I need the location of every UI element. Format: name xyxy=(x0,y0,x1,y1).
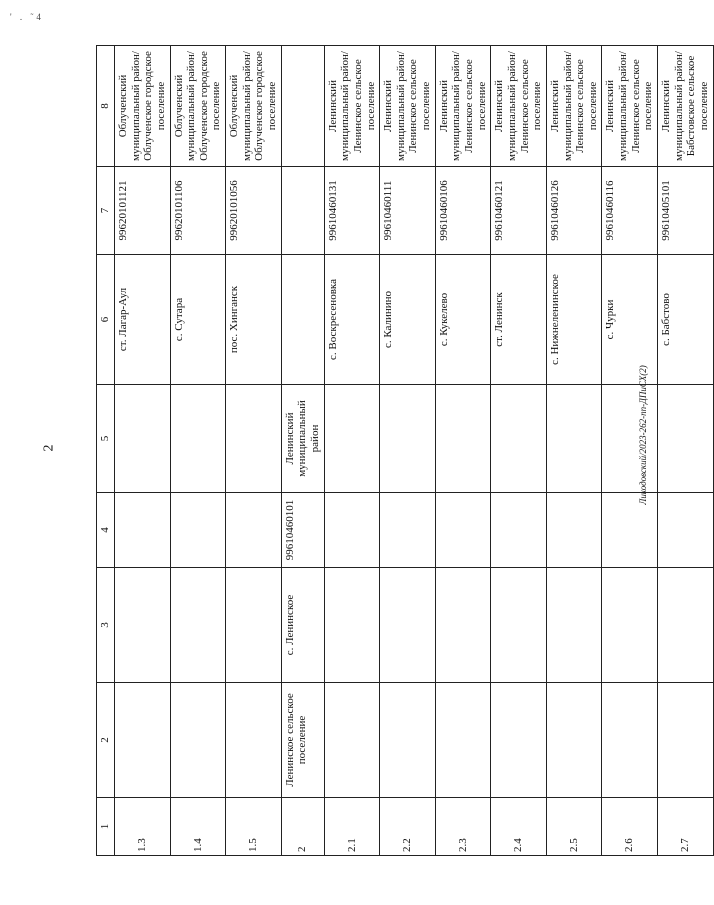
table-cell-col-3 xyxy=(602,568,658,683)
table-row xyxy=(324,46,380,856)
table-cell-col-1: 2.7 xyxy=(657,798,713,856)
table-cell-col-7: 99610460111 xyxy=(380,167,436,255)
table-cell-col-4 xyxy=(657,493,713,568)
table-cell-col-5 xyxy=(435,385,491,493)
table-cell-col-2 xyxy=(435,683,491,798)
register-table xyxy=(96,45,714,856)
table-cell-col-1: 2 xyxy=(281,798,324,856)
table-cell-col-8: Облученский муниципальный район/ Облученское городское поселение xyxy=(115,46,171,167)
page-number: 2 xyxy=(41,444,57,452)
table-cell-col-3 xyxy=(491,568,547,683)
column-header: 6 xyxy=(97,255,115,385)
table-cell-col-5 xyxy=(657,385,713,493)
table-row xyxy=(170,46,226,856)
table-cell-col-1: 2.2 xyxy=(380,798,436,856)
column-header: 4 xyxy=(97,493,115,568)
table-cell-col-6: с. Чурки xyxy=(602,255,658,385)
table-cell-col-3 xyxy=(226,568,282,683)
table-cell-col-7: 99610460116 xyxy=(602,167,658,255)
table-cell-col-4 xyxy=(546,493,602,568)
table-cell-col-1: 1.4 xyxy=(170,798,226,856)
table-cell-col-4 xyxy=(115,493,171,568)
table-cell-col-7: 99610460126 xyxy=(546,167,602,255)
table-cell-col-5 xyxy=(380,385,436,493)
table-cell-col-3 xyxy=(546,568,602,683)
table-cell-col-8 xyxy=(281,46,324,167)
table-cell-col-4 xyxy=(491,493,547,568)
table-cell-col-6: ст. Ленинск xyxy=(491,255,547,385)
table-cell-col-6 xyxy=(281,255,324,385)
table-cell-col-2 xyxy=(657,683,713,798)
table-cell-col-3 xyxy=(435,568,491,683)
table-cell-col-6: с. Воскресеновка xyxy=(324,255,380,385)
scan-marks: ' . ˜4 xyxy=(10,12,44,22)
table-cell-col-2: Ленинское сельское поселение xyxy=(281,683,324,798)
table-cell-col-2 xyxy=(491,683,547,798)
table-cell-col-2 xyxy=(170,683,226,798)
table-cell-col-5 xyxy=(602,385,658,493)
table-cell-col-6: с. Сутара xyxy=(170,255,226,385)
table-cell-col-6: ст. Лагар-Аул xyxy=(115,255,171,385)
table-row xyxy=(602,46,658,856)
table-cell-col-7: 99610405101 xyxy=(657,167,713,255)
table-row xyxy=(115,46,171,856)
table-cell-col-7: 99620101106 xyxy=(170,167,226,255)
table-cell-col-5 xyxy=(491,385,547,493)
table-cell-col-1: 2.5 xyxy=(546,798,602,856)
table-row xyxy=(657,46,713,856)
table-cell-col-1: 1.5 xyxy=(226,798,282,856)
table-row xyxy=(491,46,547,856)
table-cell-col-8: Ленинский муниципальный район/ Ленинское сельское поселение xyxy=(546,46,602,167)
table-cell-col-8: Ленинский муниципальный район/ Ленинское сельское поселение xyxy=(602,46,658,167)
table-cell-col-2 xyxy=(380,683,436,798)
table-cell-col-8: Ленинский муниципальный район/ Ленинское сельское поселение xyxy=(324,46,380,167)
table-cell-col-4 xyxy=(435,493,491,568)
table-cell-col-5 xyxy=(226,385,282,493)
table-cell-col-5 xyxy=(546,385,602,493)
column-header: 1 xyxy=(97,798,115,856)
table-cell-col-4 xyxy=(226,493,282,568)
table-cell-col-1: 2.1 xyxy=(324,798,380,856)
table-cell-col-1: 1.3 xyxy=(115,798,171,856)
table-cell-col-4 xyxy=(602,493,658,568)
column-header: 7 xyxy=(97,167,115,255)
table-cell-col-3: с. Ленинское xyxy=(281,568,324,683)
table-cell-col-1: 2.3 xyxy=(435,798,491,856)
table-cell-col-6: пос. Хинганск xyxy=(226,255,282,385)
table-cell-col-7: 99610460131 xyxy=(324,167,380,255)
table-cell-col-8: Ленинский муниципальный район/ Ленинское сельское поселение xyxy=(435,46,491,167)
table-cell-col-4 xyxy=(380,493,436,568)
table-cell-col-5: Ленинский муниципальный район xyxy=(281,385,324,493)
table-cell-col-2 xyxy=(115,683,171,798)
table-cell-col-4 xyxy=(170,493,226,568)
table-cell-col-3 xyxy=(115,568,171,683)
table-cell-col-5 xyxy=(324,385,380,493)
column-header: 8 xyxy=(97,46,115,167)
table-row xyxy=(546,46,602,856)
table-cell-col-5 xyxy=(170,385,226,493)
table-cell-col-6: с. Кукелево xyxy=(435,255,491,385)
table-cell-col-8: Облученский муниципальный район/ Облученское городское поселение xyxy=(226,46,282,167)
table-row xyxy=(380,46,436,856)
footer-document-code: Ликодовский/2023-262-пп-ДПиСХ(2) xyxy=(638,365,648,505)
table-cell-col-2 xyxy=(226,683,282,798)
table-row xyxy=(435,46,491,856)
table-cell-col-7: 99610460121 xyxy=(491,167,547,255)
header-row xyxy=(97,46,115,856)
table-cell-col-8: Ленинский муниципальный район/ Ленинское сельское поселение xyxy=(380,46,436,167)
table-cell-col-6: с. Нижнеленинское xyxy=(546,255,602,385)
table-cell-col-8: Ленинский муниципальный район/ Бабстовское сельское поселение xyxy=(657,46,713,167)
table-row xyxy=(281,46,324,856)
table-cell-col-1: 2.6 xyxy=(602,798,658,856)
table-cell-col-3 xyxy=(324,568,380,683)
table-cell-col-6: с. Бабстово xyxy=(657,255,713,385)
table-cell-col-3 xyxy=(380,568,436,683)
table-cell-col-2 xyxy=(324,683,380,798)
column-header: 3 xyxy=(97,568,115,683)
table-cell-col-1: 2.4 xyxy=(491,798,547,856)
table-cell-col-6: с. Калинино xyxy=(380,255,436,385)
table-cell-col-2 xyxy=(546,683,602,798)
table-cell-col-4: 99610460101 xyxy=(281,493,324,568)
table-cell-col-7 xyxy=(281,167,324,255)
table-cell-col-5 xyxy=(115,385,171,493)
table-row xyxy=(226,46,282,856)
table-cell-col-8: Ленинский муниципальный район/ Ленинское сельское поселение xyxy=(491,46,547,167)
column-header: 2 xyxy=(97,683,115,798)
table-cell-col-4 xyxy=(324,493,380,568)
table-cell-col-8: Облученский муниципальный район/ Облученское городское поселение xyxy=(170,46,226,167)
table-cell-col-7: 99620101056 xyxy=(226,167,282,255)
table-cell-col-3 xyxy=(657,568,713,683)
table-cell-col-2 xyxy=(602,683,658,798)
table-cell-col-7: 99620101121 xyxy=(115,167,171,255)
column-header: 5 xyxy=(97,385,115,493)
table-cell-col-3 xyxy=(170,568,226,683)
table-cell-col-7: 99610460106 xyxy=(435,167,491,255)
